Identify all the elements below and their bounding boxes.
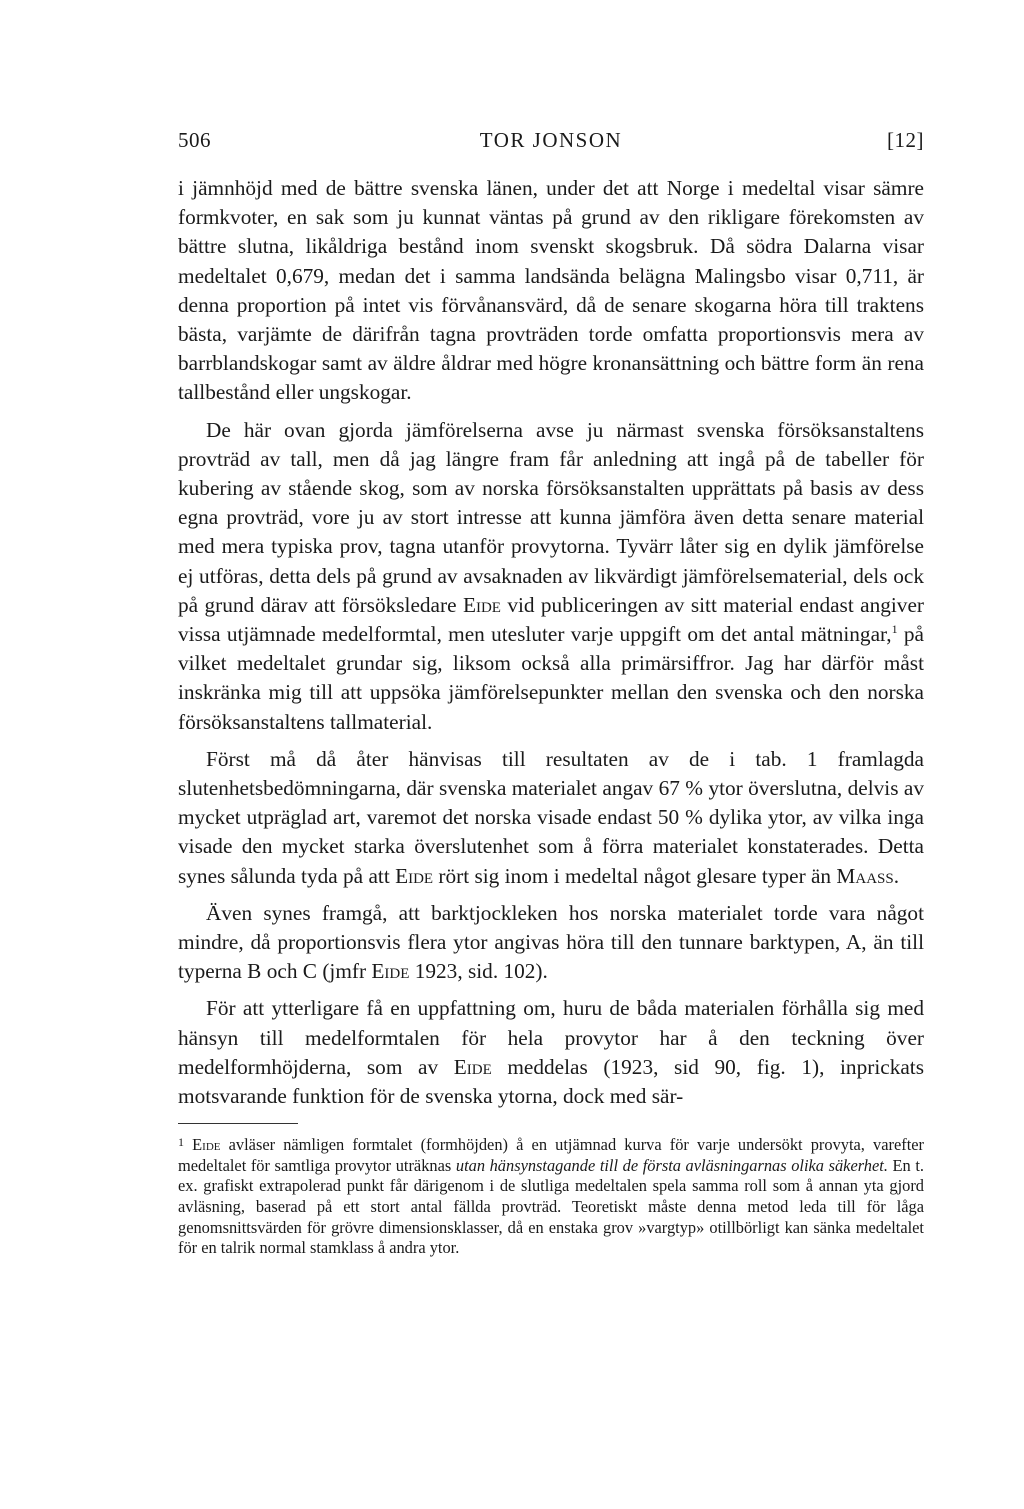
body-text [178,174,924,1111]
author-name: Eide [453,1054,492,1079]
footnote-emphasis: utan hänsynstagande till de första avläsningarnas olika säkerhet. [455,1155,888,1175]
author-name: Eide [395,863,434,888]
paragraph-3-text-a: Först må då åter hänvisas till resultaten av de i tab. 1 framlagda slutenhetsbedömningarna, där svenska materialet angav 67 % ytor överslutna, delvis av mycket utpräglad art, varemot det norska visade endast 50 % dylika ytor, av vilka inga visade den mycket starka överslutenhet som å förra materialet konstaterades. Detta synes sålunda tyda på att [178,746,924,888]
paragraph-4-text-b: 1923, sid. 102). [414,959,548,984]
paragraph-4 [178,899,924,987]
paragraph-1 [178,174,924,408]
paragraph-1-text: i jämnhöjd med de bättre svenska länen, under det att Norge i medeltal visar sämre formkvoter, en sak som ju kunnat väntas på grund av den rikligare förekomsten av bättre slutna, likåldriga bestånd inom svenskt skogsbruk. Då södra Dalarna visar medeltalet 0,679, medan det i samma landsända belägna Malingsbo visar 0,711, är denna proportion på intet vis förvånansvärd, då de senare skogarna höra till traktens bästa, varjämte de därifrån tagna provträden torde omfatta proportionsvis mera av barrblandskogar samt av äldre åldrar med högre kronansättning och bättre form än rena tallbestånd eller ungskogar. [178,176,924,405]
running-header [178,128,924,162]
paragraph-2-text-c: på vilket medeltalet grundar sig, liksom också alla primärsiffror. Jag har därför måst inskränka mig till att uppsöka jämförelsepunkter mellan den svenska och den norska försöksanstaltens tallmaterial. [178,622,924,734]
paragraph-2-text-a: De här ovan gjorda jämförelserna avse ju närmast svenska försöksanstaltens provträd av tall, men då jag längre fram får anledning att ingå på de tabeller för kubering av stående skog, som av norska försöksanstalten upprättats på basis av dess egna provträd, vore ju av stort intresse att kunna jämföra även detta senare material med mera typiska prov, tagna utanför provytorna. Tyvärr låter sig en dylik jämförelse ej utföras, detta dels på grund av avsaknaden av likvärdigt jämförelsematerial, dels ock på grund därav att försöksledare [178,417,924,617]
paragraph-4-text-a: Även synes framgå, att barktjockleken hos norska materialet torde vara något mindre, då proportionsvis flera ytor angivas höra till den tunnare barktypen, A, än till typerna B och C (jmfr [178,900,924,984]
footnote-text-a: avläser nämligen formtalet (formhöjden) å en utjämnad kurva för varje undersökt provyta, varefter medeltalet för samtliga provytor uträknas [178,1135,924,1175]
footnote-reference: 1 [891,622,898,637]
footnote-text-b: En t. ex. grafiskt extrapolerad punkt får därigenom i de slutliga medeltalen spela samma roll som å annan yta gjord avläsning, baserad på ett stort antal fällda provträd. Teoretiskt måste denna metod leda till för låga genomsnittsvärden för grövre dimensionsklasser, då en enstaka grov »vargtyp» otillbörligt kan sänka medeltalet för en talrik normal stamklass å andra ytor. [178,1155,924,1258]
paragraph-3-text-c: . [893,863,900,888]
page-number: 506 [178,128,211,152]
paragraph-5-text-a: För att ytterligare få en uppfattning om, huru de båda materialen förhålla sig med hänsyn till medelformtalen för hela provytor har å den teckning över medelformhöjderna, som av [178,996,924,1079]
footnote-mark: 1 [178,1135,184,1150]
author-name: Eide [371,959,410,984]
paragraph-5-text-b: meddelas (1923, sid 90, fig. 1), inprickats motsvarande funktion för de svenska ytorna, dock med sär- [178,1054,924,1109]
author-name: Eide [192,1135,221,1155]
author-name: Eide [462,592,501,617]
paragraph-2 [178,416,924,737]
footnote-divider [178,1123,298,1124]
section-number: [12] [887,128,924,152]
paragraph-2-text-b: vid publiceringen av sitt material endast angiver vissa utjämnade medelformtal, men utesluter varje uppgift om det antal mätningar, [178,592,924,647]
running-title: TOR JONSON [479,128,623,152]
author-name: Maass [836,863,894,888]
page [178,128,924,1259]
paragraph-5 [178,994,924,1111]
paragraph-3 [178,745,924,891]
paragraph-3-text-b: rört sig inom i medeltal något glesare typer än [438,863,832,888]
footnote [178,1132,924,1259]
